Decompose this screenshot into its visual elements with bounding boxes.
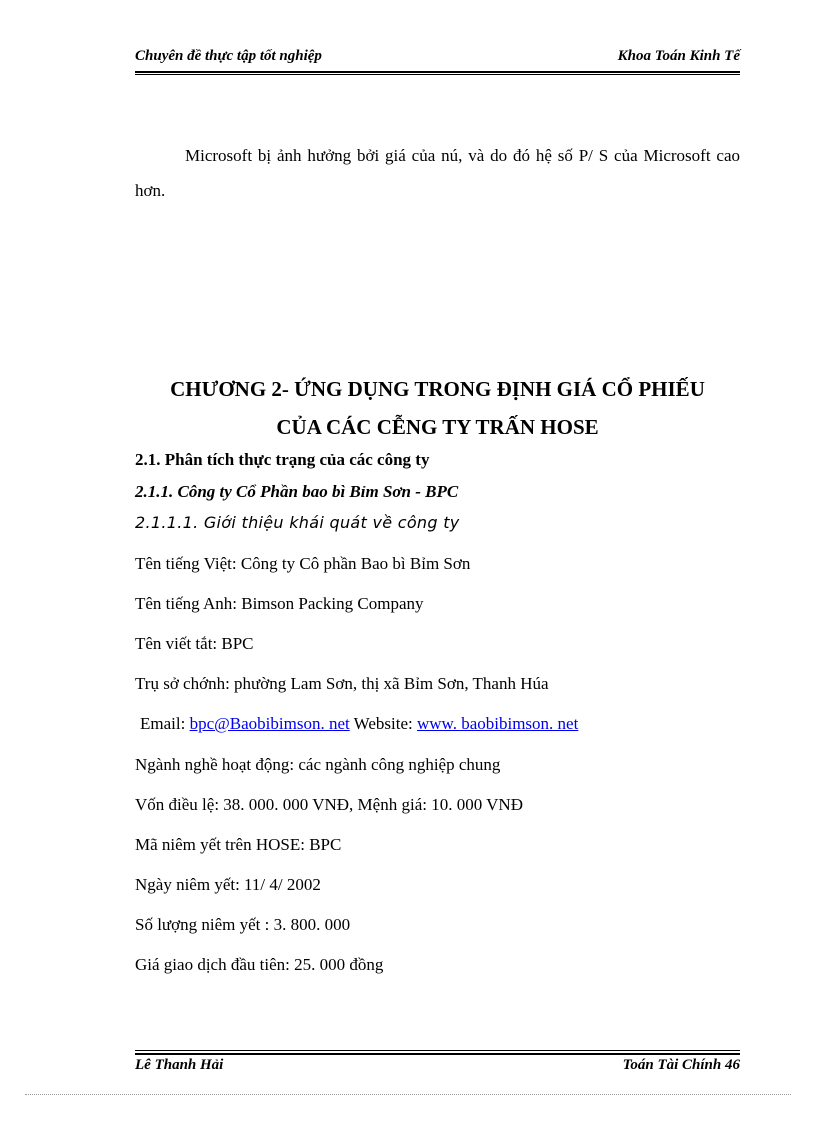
- company-capital: Vốn điều lệ: 38. 000. 000 VNĐ, Mệnh giá: 10. 000 VNĐ: [135, 795, 523, 814]
- chapter-title: [135, 370, 740, 446]
- page-footer: [135, 1057, 740, 1079]
- subsubsection-heading: 2.1.1.1. Giới thiệu khái quát về công ty: [135, 513, 460, 532]
- company-hq: Trụ sở chớnh: phường Lam Sơn, thị xã Bỉm Sơn, Thanh Húa: [135, 674, 549, 693]
- chapter-title-line2: CỦA CÁC CỄNG TY TRẤN HOSE: [276, 415, 599, 439]
- email-label: Email:: [140, 714, 190, 733]
- header-left-text: Chuyên đề thực tập tốt nghiệp: [135, 48, 322, 64]
- footer-rule-thin: [135, 1050, 740, 1051]
- company-abbrev: Tên viết tắt: BPC: [135, 634, 254, 653]
- chapter-title-line1: CHƯƠNG 2- ỨNG DỤNG TRONG ĐỊNH GIÁ CỔ PHIẾU: [170, 377, 705, 401]
- company-eng-name: Tên tiếng Anh: Bimson Packing Company: [135, 594, 424, 613]
- footer-rule-thick: [135, 1053, 740, 1055]
- footer-right-text: Toán Tài Chính 46: [622, 1057, 740, 1073]
- company-first-price: Giá giao dịch đầu tiên: 25. 000 đồng: [135, 955, 384, 974]
- page-header: [135, 48, 740, 70]
- header-rule-thin: [135, 74, 740, 75]
- footer-left-text: Lê Thanh Hải: [135, 1057, 224, 1073]
- header-rule-thick: [135, 71, 740, 73]
- company-listing-date: Ngày niêm yết: 11/ 4/ 2002: [135, 875, 321, 894]
- header-right-text: Khoa Toán Kinh Tế: [617, 48, 740, 64]
- company-contact: [140, 714, 578, 734]
- company-viet-name: Tên tiếng Việt: Công ty Cô phần Bao bì Bỉm Sơn: [135, 554, 471, 573]
- section-heading: 2.1. Phân tích thực trạng của các công ty: [135, 450, 430, 469]
- email-link[interactable]: bpc@Baobibimson. net: [189, 714, 350, 733]
- company-shares: Số lượng niêm yết : 3. 800. 000: [135, 915, 351, 934]
- page-bottom-dotted-line: [25, 1094, 791, 1095]
- company-industry: Ngành nghề hoạt động: các ngành công nghiệp chung: [135, 755, 501, 774]
- website-label: Website:: [353, 714, 417, 733]
- website-link[interactable]: www. baobibimson. net: [416, 714, 579, 733]
- company-ticker: Mã niêm yết trên HOSE: BPC: [135, 835, 342, 854]
- intro-paragraph: Microsoft bị ảnh hưởng bởi giá của nú, và do đó hệ số P/ S của Microsoft cao hơn.: [135, 146, 740, 200]
- subsection-heading: 2.1.1. Công ty Cổ Phần bao bì Bỉm Sơn - BPC: [135, 482, 459, 501]
